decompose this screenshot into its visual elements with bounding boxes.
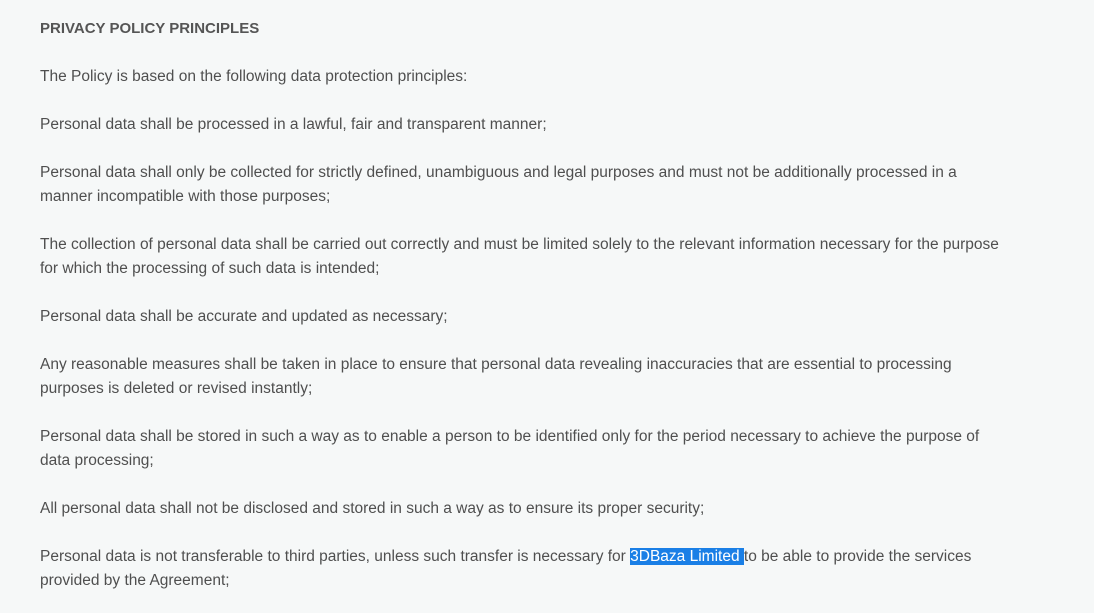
principle-paragraph-third-parties [40,545,1000,593]
principle-paragraph: Personal data shall be processed in a lawful, fair and transparent manner; [40,116,547,133]
principle-paragraph: The collection of personal data shall be carried out correctly and must be limited solely to the relevant information necessary for the purpose for which the processing of such data is intended; [40,236,999,277]
principle-paragraph: Personal data shall be stored in such a way as to enable a person to be identified only for the period necessary to achieve the purpose of data processing; [40,428,980,469]
principle-paragraph: All personal data shall not be disclosed and stored in such a way as to ensure its proper security; [40,500,705,517]
text-after-selection: to be able to provide the services provided by the Agreement; [40,548,972,589]
selected-company-name[interactable]: 3DBaza Limited [630,548,744,565]
privacy-policy-section [40,17,1000,593]
principle-paragraph: Personal data shall only be collected for strictly defined, unambiguous and legal purposes and must not be additionally processed in a manner incompatible with those purposes; [40,164,957,205]
text-before-selection: Personal data is not transferable to third parties, unless such transfer is necessary for [40,548,631,565]
principle-paragraph: Personal data shall be accurate and updated as necessary; [40,308,448,325]
principle-paragraph: Any reasonable measures shall be taken in place to ensure that personal data revealing inaccuracies that are essential to processing purposes is deleted or revised instantly; [40,356,952,397]
intro-paragraph: The Policy is based on the following data protection principles: [40,68,468,85]
section-heading: PRIVACY POLICY PRINCIPLES [40,20,260,37]
